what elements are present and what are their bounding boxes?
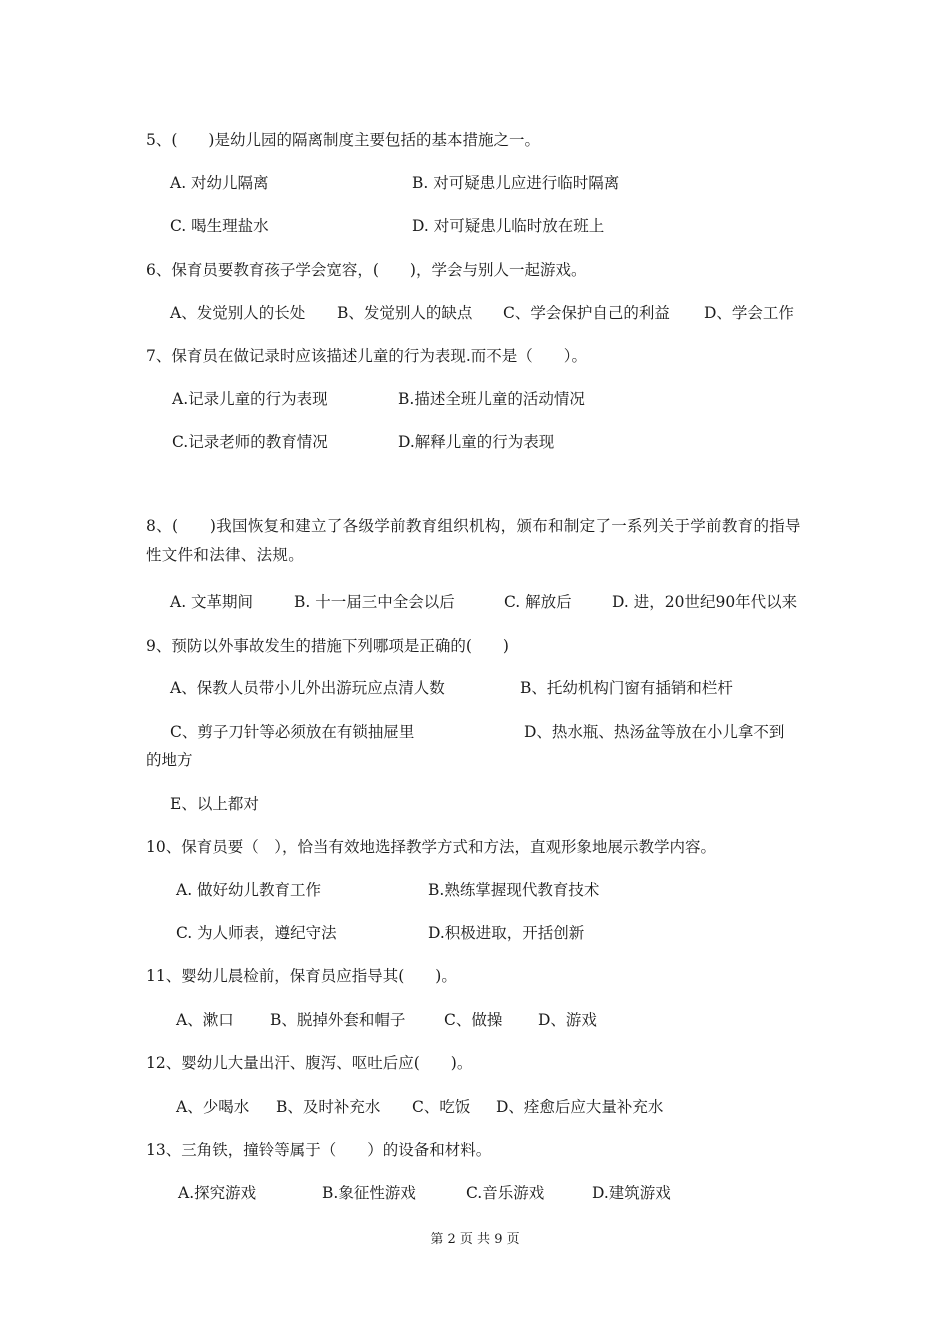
- question-6-option-c: C、学会保护自己的利益: [503, 304, 670, 322]
- question-7-option-b: B.描述全班儿童的活动情况: [398, 390, 585, 408]
- question-9-stem: 9、预防以外事故发生的措施下列哪项是正确的( ): [146, 637, 509, 655]
- question-13-stem: 13、三角铁，撞铃等属于（ ）的设备和材料。: [146, 1141, 492, 1159]
- question-8-option-d: D. 进，20世纪90年代以来: [612, 593, 798, 611]
- question-6-option-b: B、发觉别人的缺点: [337, 304, 473, 322]
- question-5-stem: 5、( )是幼儿园的隔离制度主要包括的基本措施之一。: [146, 131, 540, 149]
- question-13-option-b: B.象征性游戏: [322, 1184, 416, 1202]
- question-11-option-c: C、做操: [444, 1011, 503, 1029]
- question-5-option-b: B. 对可疑患儿应进行临时隔离: [412, 174, 620, 192]
- question-13-option-d: D.建筑游戏: [592, 1184, 671, 1202]
- question-7-option-c: C.记录老师的教育情况: [172, 433, 328, 451]
- question-10-option-b: B.熟练掌握现代教育技术: [428, 881, 600, 899]
- question-8-option-b: B. 十一届三中全会以后: [294, 593, 455, 611]
- question-7-option-a: A.记录儿童的行为表现: [172, 390, 328, 408]
- question-12-option-c: C、吃饭: [412, 1098, 471, 1116]
- question-10-option-a: A. 做好幼儿教育工作: [176, 881, 322, 899]
- question-11-option-b: B、脱掉外套和帽子: [270, 1011, 406, 1029]
- question-11-option-a: A、漱口: [176, 1011, 234, 1029]
- question-6-option-a: A、发觉别人的长处: [170, 304, 306, 322]
- question-5-option-c: C. 喝生理盐水: [170, 217, 269, 235]
- question-8-option-c: C. 解放后: [504, 593, 572, 611]
- question-12-option-a: A、少喝水: [176, 1098, 250, 1116]
- question-11-stem: 11、婴幼儿晨检前，保育员应指导其( )。: [146, 967, 457, 985]
- question-5-option-d: D. 对可疑患儿临时放在班上: [412, 217, 605, 235]
- question-12-stem: 12、婴幼儿大量出汗、腹泻、呕吐后应( )。: [146, 1054, 473, 1072]
- question-12-option-d: D、痊愈后应大量补充水: [496, 1098, 664, 1116]
- question-9-option-b: B、托幼机构门窗有插销和栏杆: [520, 679, 733, 697]
- question-12-option-b: B、及时补充水: [276, 1098, 381, 1116]
- question-13-option-a: A.探究游戏: [178, 1184, 257, 1202]
- question-8-option-a: A. 文革期间: [170, 593, 254, 611]
- question-9-option-a: A、保教人员带小儿外出游玩应点清人数: [170, 679, 445, 697]
- question-11-option-d: D、游戏: [538, 1011, 597, 1029]
- question-7-option-d: D.解释儿童的行为表现: [398, 433, 555, 451]
- question-9-option-d-continued: 的地方: [146, 751, 193, 769]
- question-13-option-c: C.音乐游戏: [466, 1184, 545, 1202]
- question-10-option-c: C. 为人师表，遵纪守法: [176, 924, 337, 942]
- question-8-stem: 8、( )我国恢复和建立了各级学前教育组织机构，颁布和制定了一系列关于学前教育的指导性文件和法律、法规。: [146, 517, 801, 564]
- question-10-option-d: D.积极进取，开括创新: [428, 924, 585, 942]
- question-10-stem: 10、保育员要（ ），恰当有效地选择教学方式和方法，直观形象地展示教学内容。: [146, 838, 716, 856]
- question-7-stem: 7、保育员在做记录时应该描述儿童的行为表现.而不是（ ）。: [146, 347, 588, 365]
- question-6-option-d: D、学会工作: [704, 304, 794, 322]
- question-9-option-e: E、以上都对: [170, 795, 259, 813]
- question-6-stem: 6、保育员要教育孩子学会宽容，( )，学会与别人一起游戏。: [146, 261, 587, 279]
- question-9-option-d: D、热水瓶、热汤盆等放在小儿拿不到: [524, 723, 785, 741]
- question-5-option-a: A. 对幼儿隔离: [170, 174, 269, 192]
- page-number-footer: 第 2 页 共 9 页: [430, 1232, 520, 1247]
- question-9-option-c: C、剪子刀针等必须放在有锁抽屉里: [170, 723, 415, 741]
